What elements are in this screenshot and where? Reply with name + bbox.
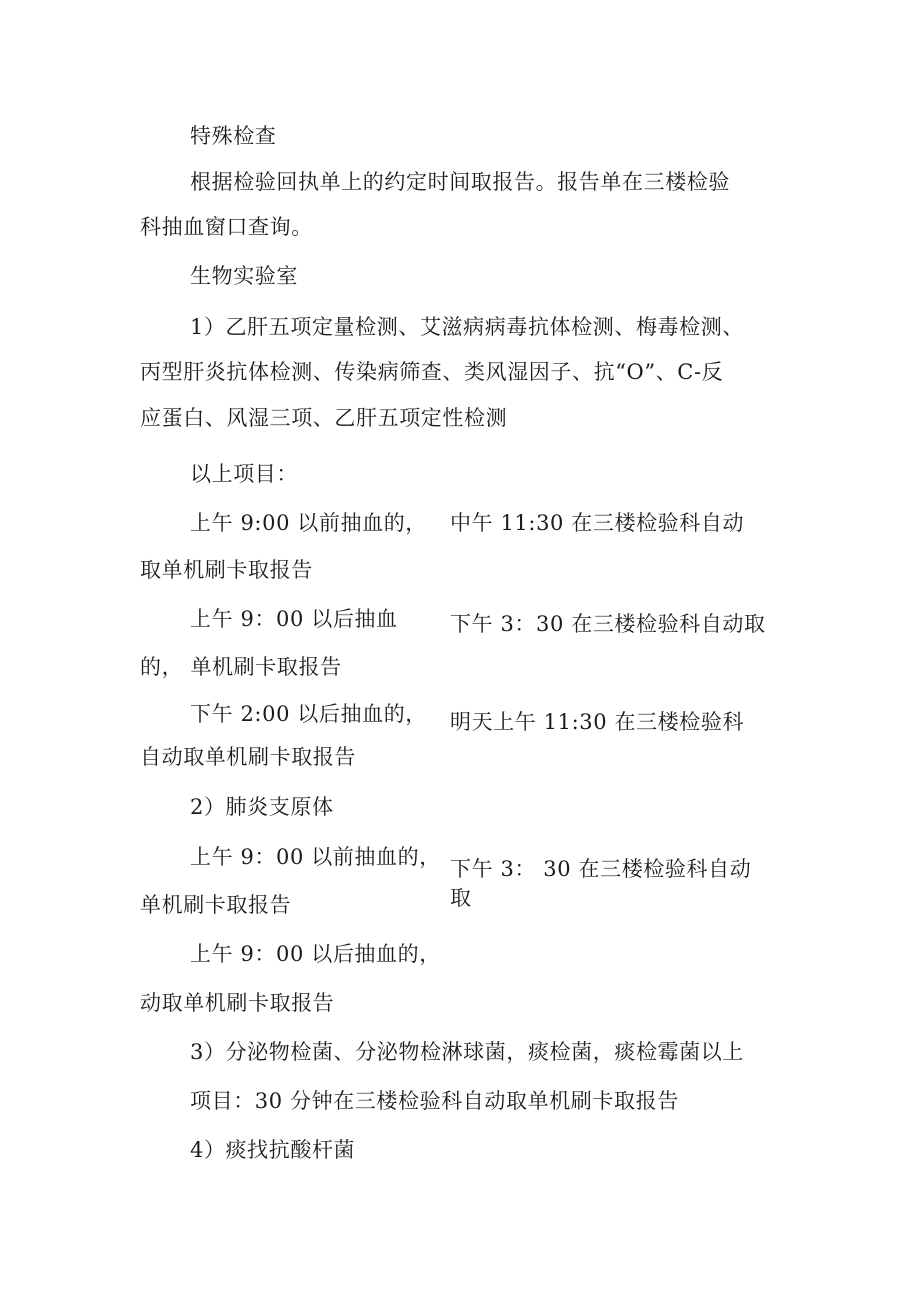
row-1-left-line-1: 上午 9:00 以前抽血的， bbox=[190, 511, 427, 535]
row-3-left-line-2: 自动取单机刷卡取报告 bbox=[140, 745, 356, 769]
row-2-left-line-2: 的， 单机刷卡取报告 bbox=[140, 655, 342, 679]
special-exam-text-line-2: 科抽血窗口查询。 bbox=[140, 215, 313, 239]
item-3-line-1: 3）分泌物检菌、分泌物检淋球菌，痰检菌，痰检霉菌以上 bbox=[190, 1040, 744, 1064]
item-3-line-2: 项目：30 分钟在三楼检验科自动取单机刷卡取报告 bbox=[190, 1089, 679, 1113]
row-2-left-line-1: 上午 9：00 以后抽血 bbox=[190, 607, 398, 631]
item-2-heading: 2）肺炎支原体 bbox=[190, 795, 334, 819]
row-4-left-line-2: 单机刷卡取报告 bbox=[140, 893, 292, 917]
item-1-line-1: 1）乙肝五项定量检测、艾滋病病毒抗体检测、梅毒检测、 bbox=[190, 315, 744, 339]
item-1-line-3: 应蛋白、风湿三项、乙肝五项定性检测 bbox=[140, 406, 508, 430]
special-exam-text-line-1: 根据检验回执单上的约定时间取报告。报告单在三楼检验 bbox=[190, 170, 730, 194]
row-4-left-line-1: 上午 9：00 以前抽血的， bbox=[190, 845, 441, 869]
row-1-right: 中午 11:30 在三楼检验科自动 bbox=[450, 511, 745, 535]
row-1-left-line-2: 取单机刷卡取报告 bbox=[140, 558, 313, 582]
row-5-left-line-2: 动取单机刷卡取报告 bbox=[140, 991, 335, 1015]
row-2-right: 下午 3：30 在三楼检验科自动取 bbox=[450, 612, 766, 636]
row-4-right-line-1: 下午 3： 30 在三楼检验科自动 bbox=[450, 857, 752, 881]
row-5-left-line-1: 上午 9：00 以后抽血的， bbox=[190, 942, 441, 966]
special-exam-heading: 特殊检查 bbox=[190, 124, 277, 148]
bio-lab-heading: 生物实验室 bbox=[190, 264, 298, 288]
item-1-line-2: 丙型肝炎抗体检测、传染病筛查、类风湿因子、抗“O”、C-反 bbox=[140, 360, 724, 384]
item-4-heading: 4）痰找抗酸杆菌 bbox=[190, 1138, 356, 1162]
row-4-right-line-2: 取 bbox=[450, 886, 472, 910]
row-3-right: 明天上午 11:30 在三楼检验科 bbox=[450, 710, 745, 734]
above-items-label: 以上项目： bbox=[190, 462, 298, 486]
row-3-left-line-1: 下午 2:00 以后抽血的， bbox=[190, 702, 427, 726]
